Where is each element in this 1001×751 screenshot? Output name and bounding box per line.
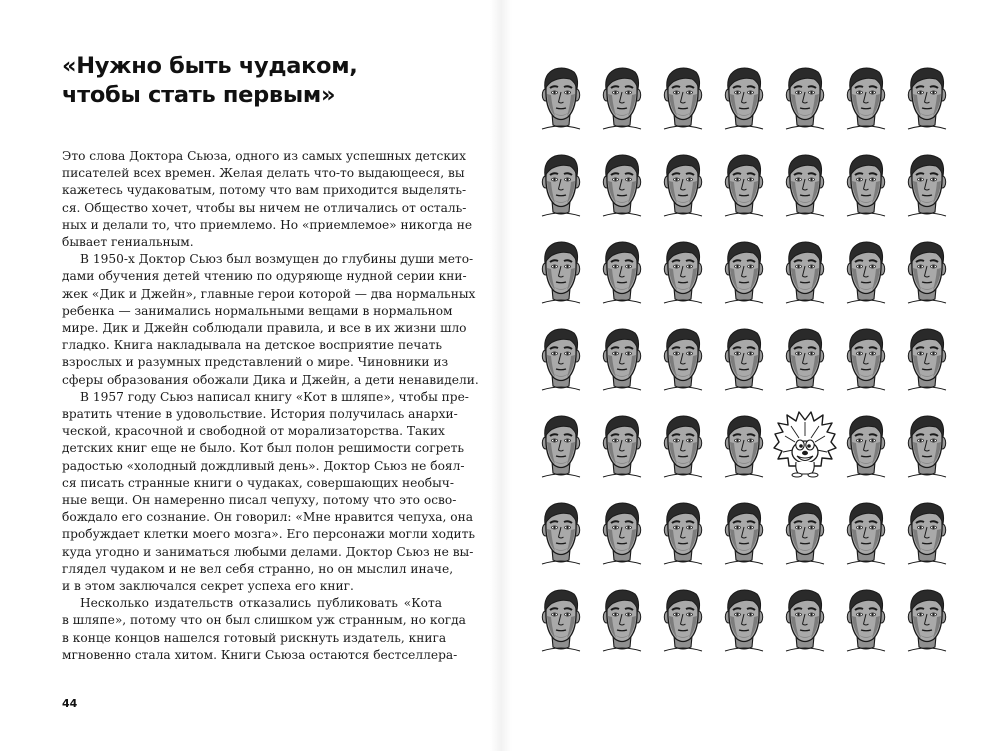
- man-face-portrait-icon: [786, 242, 824, 303]
- man-face-portrait-icon: [725, 155, 763, 216]
- text-line: ребенка — занимались нормальными вещами в нормальном: [62, 303, 453, 318]
- left-page: [0, 0, 500, 751]
- man-face-portrait-icon: [847, 590, 885, 651]
- man-face-portrait-icon: [603, 242, 641, 303]
- man-face-portrait-icon: [603, 503, 641, 564]
- man-face-portrait-icon: [725, 68, 763, 129]
- text-line: ся. Общество хочет, чтобы вы ничем не отличались от осталь-: [62, 200, 467, 215]
- man-face-portrait-icon: [603, 590, 641, 651]
- text-line: писателей всех времен. Желая делать что-то выдающееся, вы: [62, 166, 465, 181]
- man-face-portrait-icon: [542, 329, 580, 390]
- man-face-portrait-icon: [786, 68, 824, 129]
- man-face-portrait-icon: [725, 503, 763, 564]
- text-line: ся писать странные книги о чудаках, совершающих необыч-: [62, 475, 454, 490]
- text-line: бождало его сознание. Он говорил: «Мне нравится чепуха, она: [62, 510, 474, 525]
- text-line: ных и делали то, что приемлемо. Но «приемлемое» никогда не: [62, 217, 473, 232]
- text-line: мире. Дик и Джейн соблюдали правила, и все в их жизни шло: [62, 321, 467, 336]
- man-face-portrait-icon: [542, 68, 580, 129]
- man-face-portrait-icon: [664, 416, 702, 477]
- body-text: [62, 148, 479, 664]
- man-face-portrait-icon: [847, 329, 885, 390]
- man-face-portrait-icon: [908, 416, 946, 477]
- man-face-portrait-icon: [847, 68, 885, 129]
- man-face-portrait-icon: [664, 503, 702, 564]
- man-face-portrait-icon: [908, 329, 946, 390]
- man-face-portrait-icon: [542, 590, 580, 651]
- heading-line: «Нужно быть чудаком,: [62, 53, 358, 79]
- man-face-portrait-icon: [908, 68, 946, 129]
- right-page: [510, 0, 1001, 751]
- paragraph: [62, 389, 476, 595]
- text-line: ные вещи. Он намеренно писал чепуху, потому что это осво-: [62, 493, 457, 508]
- text-line: куда угодно и заниматься любыми делами. Доктор Сьюз не вы-: [62, 544, 474, 559]
- man-face-portrait-icon: [908, 503, 946, 564]
- text-line: сферы образования обожали Дика и Джейн, а дети ненавидели.: [62, 372, 479, 387]
- text-line: глядел чудаком и не вел себя странно, но он мыслил иначе,: [62, 561, 454, 576]
- man-face-portrait-icon: [664, 590, 702, 651]
- faces-illustration: [510, 0, 1001, 751]
- text-line: жек «Дик и Джейн», главные герои которой — два нормальных: [62, 286, 476, 301]
- paragraph: [62, 148, 473, 251]
- text-line: вратить чтение в удовольствие. История получилась анархи-: [62, 407, 458, 422]
- man-face-portrait-icon: [908, 155, 946, 216]
- man-face-portrait-icon: [603, 68, 641, 129]
- text-line: ческой, красочной и свободной от морализаторства. Таких: [62, 424, 445, 439]
- man-face-portrait-icon: [542, 503, 580, 564]
- man-face-portrait-icon: [725, 590, 763, 651]
- text-line: взрослых и разумных представлений о мире. Чиновники из: [62, 355, 449, 370]
- text-line: в конце концов нашелся готовый рискнуть издатель, книга: [62, 630, 447, 645]
- text-line: пробуждает клетки моего мозга». Его персонажи могли ходить: [62, 527, 476, 542]
- text-line: радостью «холодный дождливый день». Доктор Сьюз не боял-: [62, 458, 465, 473]
- man-face-portrait-icon: [542, 242, 580, 303]
- man-face-portrait-icon: [847, 155, 885, 216]
- man-face-portrait-icon: [786, 590, 824, 651]
- text-line: бывает гениальным.: [62, 235, 194, 250]
- man-face-portrait-icon: [908, 590, 946, 651]
- chapter-heading: [62, 52, 482, 110]
- man-face-portrait-icon: [542, 155, 580, 216]
- man-face-portrait-icon: [908, 242, 946, 303]
- man-face-portrait-icon: [603, 329, 641, 390]
- paragraph: [62, 595, 466, 664]
- man-face-portrait-icon: [603, 155, 641, 216]
- man-face-portrait-icon: [725, 416, 763, 477]
- man-face-portrait-icon: [603, 416, 641, 477]
- text-line: В 1957 году Сьюз написал книгу «Кот в шляпе», чтобы пре-: [80, 389, 469, 404]
- man-face-portrait-icon: [786, 155, 824, 216]
- man-face-portrait-icon: [664, 329, 702, 390]
- text-line: в шляпе», потому что он был слишком уж странным, но когда: [62, 613, 466, 628]
- heading-line: чтобы стать первым»: [62, 82, 336, 108]
- text-line: дами обучения детей чтению по одуряюще нудной серии кни-: [62, 269, 467, 284]
- man-face-portrait-icon: [664, 155, 702, 216]
- text-line: и в этом заключался секрет успеха его книг.: [62, 579, 354, 594]
- man-face-portrait-icon: [786, 503, 824, 564]
- seuss-creature-icon: [774, 412, 836, 477]
- paragraph: [62, 251, 479, 389]
- man-face-portrait-icon: [847, 416, 885, 477]
- man-face-portrait-icon: [664, 68, 702, 129]
- text-line: детских книг еще не было. Кот был полон решимости согреть: [62, 441, 464, 456]
- man-face-portrait-icon: [847, 503, 885, 564]
- text-line: В 1950-х Доктор Сьюз был возмущен до глубины души мето-: [80, 252, 474, 267]
- text-line: Несколько издательств отказались публиковать «Кота: [80, 596, 442, 611]
- text-line: гладко. Книга накладывала на детское восприятие печать: [62, 338, 442, 353]
- man-face-portrait-icon: [725, 242, 763, 303]
- man-face-portrait-icon: [725, 329, 763, 390]
- man-face-portrait-icon: [542, 416, 580, 477]
- man-face-portrait-icon: [847, 242, 885, 303]
- man-face-portrait-icon: [786, 329, 824, 390]
- text-line: Это слова Доктора Сьюза, одного из самых успешных детских: [62, 149, 466, 163]
- text-line: мгновенно стала хитом. Книги Сьюза остаются бестселлера-: [62, 647, 458, 662]
- man-face-portrait-icon: [664, 242, 702, 303]
- page-number: 44: [62, 697, 78, 710]
- text-line: кажетесь чудаковатым, потому что вам приходится выделять-: [62, 183, 467, 198]
